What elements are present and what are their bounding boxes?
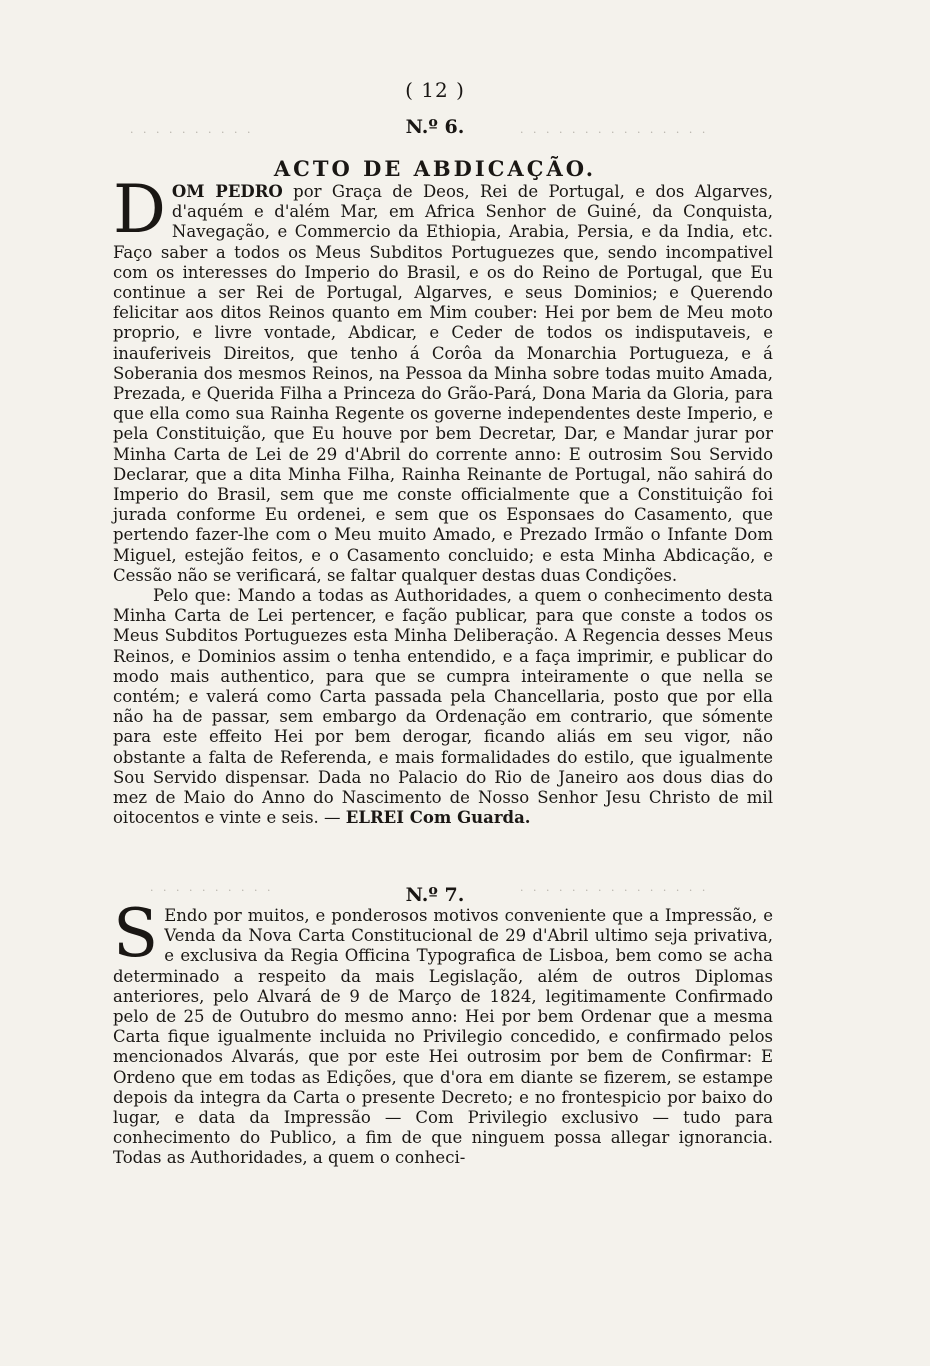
decree-6-body bbox=[113, 171, 774, 829]
decree-6-signature: ELREI Com Guarda. bbox=[345, 808, 531, 828]
decree-6-lead: OM PEDRO bbox=[171, 182, 283, 201]
page-number: ( 12 ) bbox=[405, 78, 465, 102]
decree-number: N.º 6. bbox=[405, 116, 465, 138]
decree-6-paragraph-2 bbox=[113, 586, 773, 828]
decree-6-text-2: Pelo que: Mando a todas as Authoridades, a quem o conhecimento desta Minha Carta de Lei pertencer, e fação publicar, para que conste a todos os Meus Subditos Portuguezes esta Minha Deliberação. A Regencia desses Meus Reinos, e Dominios assim o tenha entendido, e a faça imprimir, e publicar do modo mais authentico, para que se cumpra inteiramente o que nella se contém; e valerá como Carta passada pela Chancellaria, posto que por ella não ha de passar, sem embargo da Ordenação em contrario, que sómente para este effeito Hei por bem derogar, ficando aliás em seu vigor, não obstante a falta de Referenda, e mais formalidades do estilo, que igualmente Sou Servido dispensar. Dada no Palacio do Rio de Janeiro aos dous dias do mez de Maio do Anno do Nascimento de Nosso Senhor Jesu Christo de mil oitocentos e vinte e seis. — bbox=[113, 586, 773, 828]
bleed-through-mark: · · · · · · · · · · bbox=[130, 126, 254, 139]
decree-7-text: Endo por muitos, e ponderosos motivos conveniente que a Impressão, e Venda da Nova Carta Constitucional de 29 d'Abril ultimo seja privativa, e exclusiva da Regia Officina Typografica de Lisboa, bem como se acha determinado a respeito da mais Legislação, além de outros Diplomas anteriores, pelo Alvará de 9 de Março de 1824, legitimamente Confirmado pelo de 25 de Outubro do mesmo anno: Hei por bem Ordenar que a mesma Carta fique igualmente incluida no Privilegio concedido, e confirmado pelos mencionados Alvarás, que por este Hei outrosim por bem de Confirmar: E Ordeno que em todas as Edições, que d'ora em diante se fizerem, se estampe depois da integra da Carta o presente Decreto; e no frontespicio por baixo do lugar, e data da Impressão — Com Privilegio exclusivo — tudo para conhecimento do Publico, a fim de que ninguem possa allegar ignorancia. Todas as Authoridades, a quem o conheci- bbox=[113, 906, 773, 1168]
decree-6-text: por Graça de Deos, Rei de Portugal, e dos Algarves, d'aquém e d'além Mar, em Africa Senhor de Guiné, da Conquista, Navegação, e Commercio da Ethiopia, Arabia, Persia, e da India, etc. Faço saber a todos os Meus Subditos Portuguezes que, sendo incompativel com os interesses do Imperio do Brasil, e os do Reino de Portugal, que Eu continue a ser Rei de Portugal, Algarves, e seus Dominios; e Querendo felicitar aos ditos Reinos quanto em Mim couber: Hei por bem de Meu moto proprio, e livre vontade, Abdicar, e Ceder de todos os indisputaveis, e inauferiveis Direitos, que tenho á Corôa da Monarchia Portugueza, e á Soberania dos mesmos Reinos, na Pessoa da Minha sobre todas muito Amada, Prezada, e Querida Filha a Princeza do Grão-Pará, Dona Maria da Gloria, para que ella como sua Rainha Regente os governe independentes deste Imperio, e pela Constituição, que Eu houve por bem Decretar, Dar, e Mandar jurar por Minha Carta de Lei de 29 d'Abril do corrente anno: E outrosim Sou Servido Declarar, que a dita Minha Filha, Rainha Reinante de Portugal, não sahirá do Imperio do Brasil, sem que me conste officialmente que a Constituição foi jurada conforme Eu ordenei, e sem que os Esponsaes do Casamento, que pertendo fazer-lhe com o Meu muito Amado, e Prezado Irmão o Infante Dom Miguel, estejão feitos, e o Casamento concluido; e esta Minha Abdicação, e Cessão não se verificará, se faltar qualquer destas duas Condições. bbox=[113, 182, 774, 585]
bleed-through-mark: · · · · · · · · · · · · · · · bbox=[520, 126, 709, 139]
drop-cap: D bbox=[113, 171, 166, 248]
drop-cap: S bbox=[113, 895, 159, 972]
decree-heading: ACTO DE ABDICAÇÃO. bbox=[273, 156, 597, 181]
decree-6-paragraph-1 bbox=[113, 171, 774, 586]
decree-number: N.º 7. bbox=[405, 884, 465, 906]
bleed-through-mark: · · · · · · · · · · · · · · · bbox=[520, 884, 709, 897]
bleed-through-mark: · · · · · · · · · · bbox=[150, 884, 274, 897]
